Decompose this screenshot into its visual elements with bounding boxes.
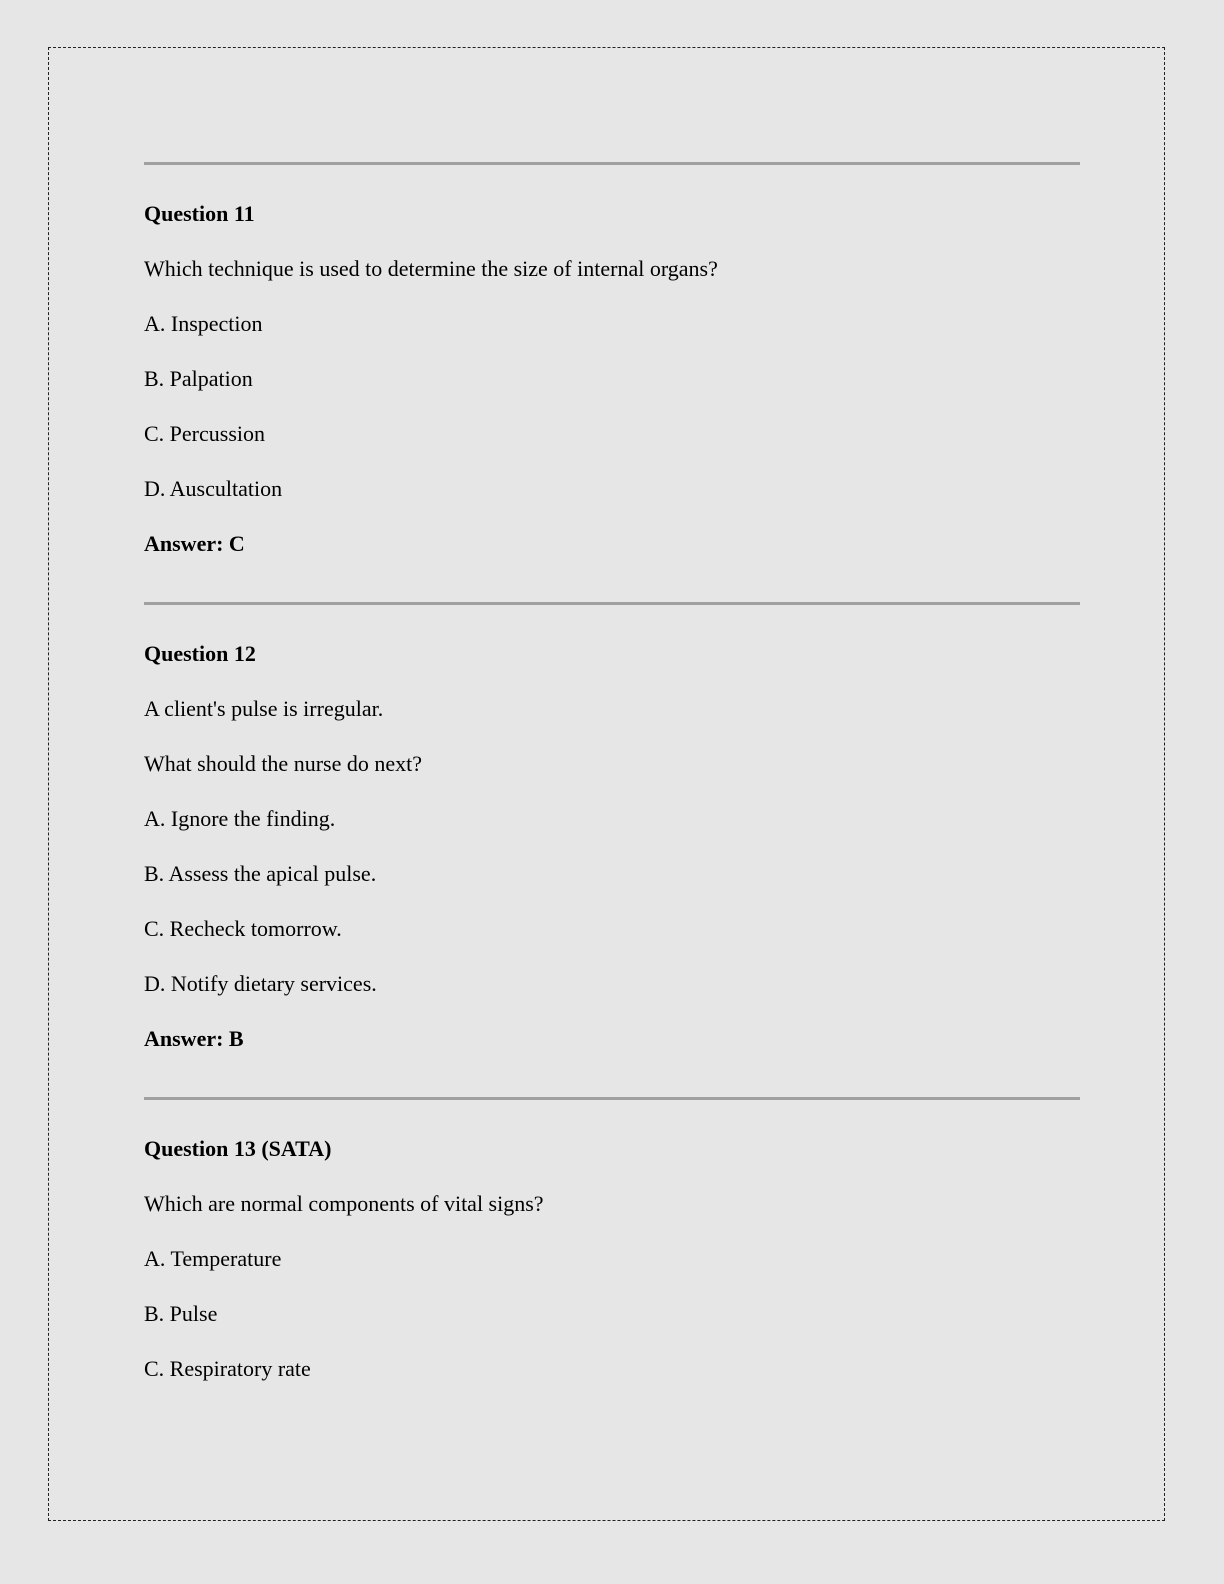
section-divider <box>144 602 1080 605</box>
question-stem: Which technique is used to determine the size of internal organs? <box>144 256 718 281</box>
answer-option-b: B. Palpation <box>144 366 253 391</box>
answer-key: Answer: C <box>144 531 245 556</box>
answer-option-c: C. Recheck tomorrow. <box>144 916 342 941</box>
question-stem: A client's pulse is irregular. <box>144 696 384 721</box>
answer-key: Answer: B <box>144 1026 244 1051</box>
answer-option-a: A. Inspection <box>144 311 263 336</box>
answer-option-b: B. Assess the apical pulse. <box>144 861 377 886</box>
answer-option-c: C. Respiratory rate <box>144 1356 311 1381</box>
answer-option-d: D. Auscultation <box>144 476 283 501</box>
question-stem: Which are normal components of vital signs? <box>144 1191 544 1216</box>
question-heading: Question 13 (SATA) <box>144 1136 332 1161</box>
answer-option-d: D. Notify dietary services. <box>144 971 377 996</box>
answer-option-b: B. Pulse <box>144 1301 218 1326</box>
question-heading: Question 11 <box>144 201 255 226</box>
section-divider <box>144 1097 1080 1100</box>
answer-option-a: A. Ignore the finding. <box>144 806 336 831</box>
answer-option-a: A. Temperature <box>144 1246 282 1271</box>
answer-option-c: C. Percussion <box>144 421 265 446</box>
question-stem: What should the nurse do next? <box>144 751 422 776</box>
question-heading: Question 12 <box>144 641 256 666</box>
section-divider <box>144 162 1080 165</box>
